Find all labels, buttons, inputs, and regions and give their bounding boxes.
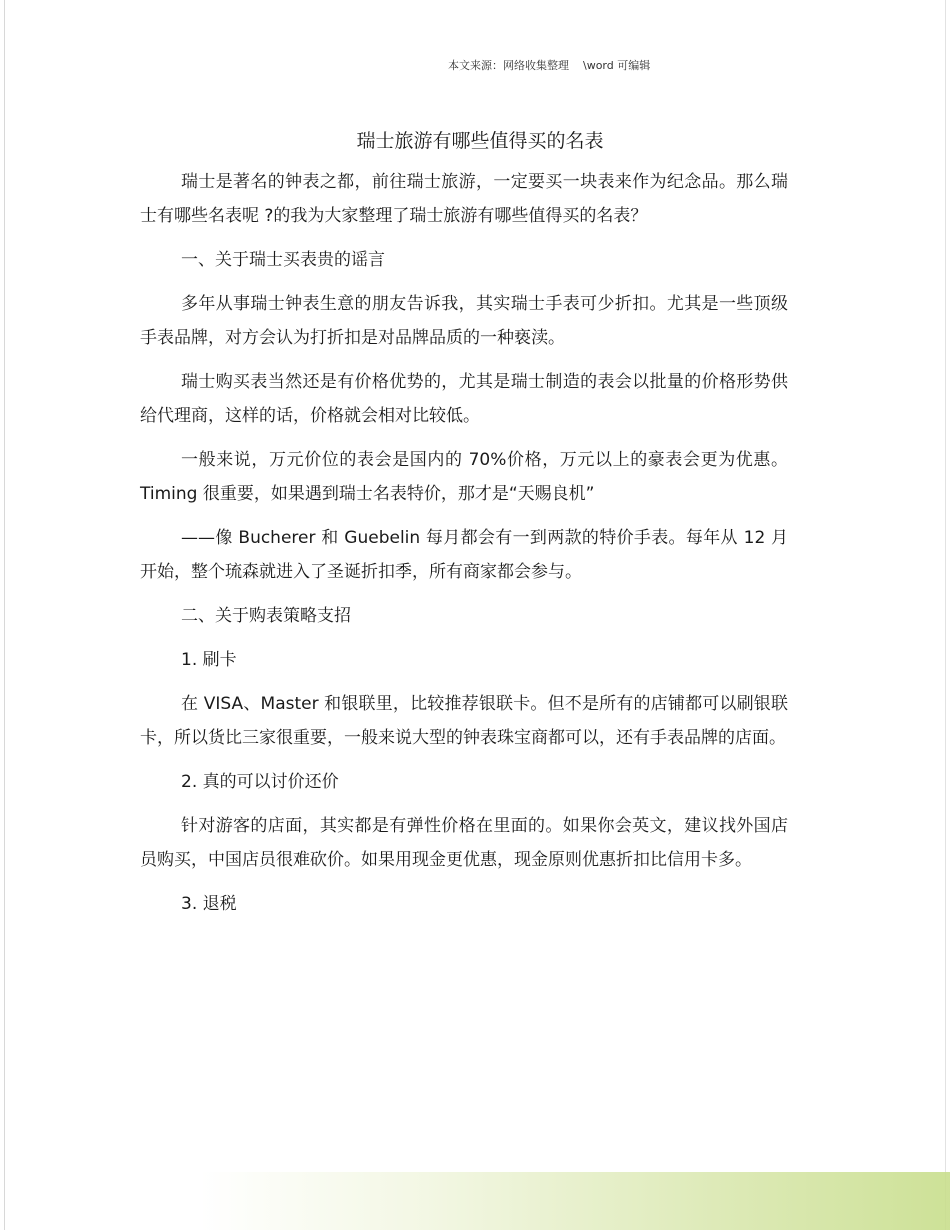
footer-decoration [200, 1172, 950, 1230]
item-heading-bargain: 2. 真的可以讨价还价 [181, 772, 339, 792]
section-heading-rumor: 一、关于瑞士买表贵的谣言 [181, 250, 385, 270]
page-title: 瑞士旅游有哪些值得买的名表 [356, 130, 604, 152]
paragraph-intro: 瑞士是著名的钟表之都，前往瑞士旅游，一定要买一块表来作为纪念品。那么瑞士有哪些名表呢 ?的我为大家整理了瑞士旅游有哪些值得买的名表？ [140, 172, 788, 226]
section-heading-strategy: 二、关于购表策略支招 [181, 606, 351, 626]
paragraph-price-advantage: 瑞士购买表当然还是有价格优势的，尤其是瑞士制造的表会以批量的价格形势供给代理商，这样的话，价格就会相对比较低。 [140, 372, 788, 426]
paragraph-bargain: 针对游客的店面，其实都是有弹性价格在里面的。如果你会英文，建议找外国店员购买，中国店员很难砍价。如果用现金更优惠，现金原则优惠折扣比信用卡多。 [140, 816, 788, 870]
paragraph-price-level: 一般来说，万元价位的表会是国内的 70%价格，万元以上的豪表会更为优惠。 Timing 很重要，如果遇到瑞士名表特价，那才是“天赐良机” [140, 450, 788, 504]
item-heading-card: 1. 刷卡 [181, 650, 237, 670]
document-body [140, 165, 788, 931]
paragraph-discount: 多年从事瑞士钟表生意的朋友告诉我，其实瑞士手表可少折扣。尤其是一些顶级手表品牌，对方会认为打折扣是对品牌品质的一种亵渎。 [140, 294, 788, 348]
page-border-right [945, 0, 946, 1230]
paragraph-card: 在 VISA、Master 和银联里，比较推荐银联卡。但不是所有的店铺都可以刷银联卡，所以货比三家很重要，一般来说大型的钟表珠宝商都可以，还有手表品牌的店面。 [140, 694, 788, 748]
source-note: 本文来源：网络收集整理 \word 可编辑 [448, 59, 651, 72]
page-border-left [4, 0, 5, 1230]
item-heading-tax-refund: 3. 退税 [181, 894, 237, 914]
paragraph-special-offers: ——像 Bucherer 和 Guebelin 每月都会有一到两款的特价手表。每年从 12 月开始，整个琉森就进入了圣诞折扣季，所有商家都会参与。 [140, 528, 788, 582]
